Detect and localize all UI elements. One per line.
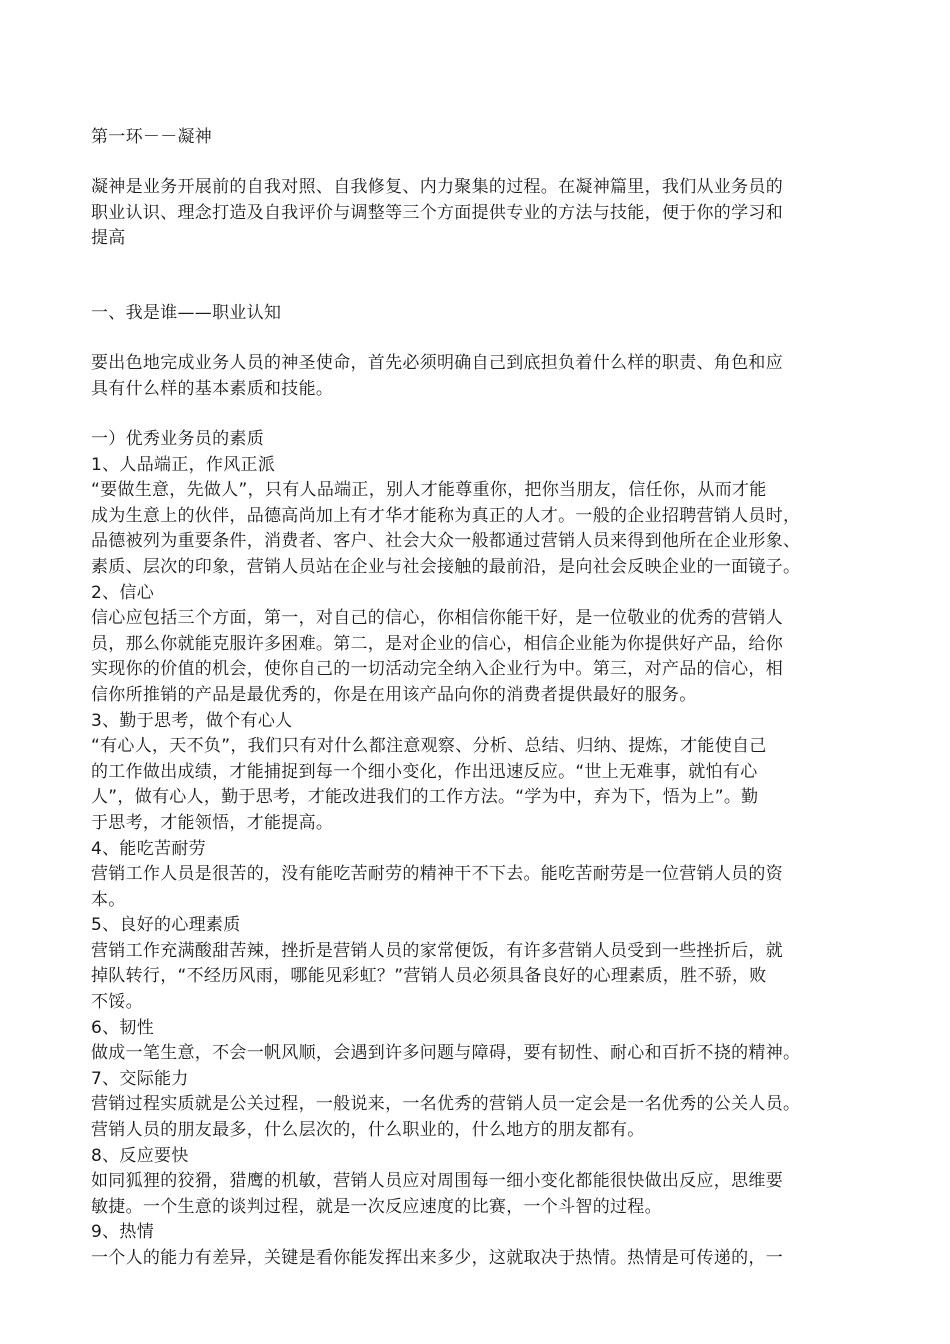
body-line: 9、热情 xyxy=(91,1222,155,1243)
section1-heading-block xyxy=(91,301,863,327)
body-line: 本。 xyxy=(91,889,126,910)
body-line: 营销人员的朋友最多，什么层次的，什么职业的，什么地方的朋友都有。 xyxy=(91,1120,645,1141)
chapter-title-block xyxy=(91,125,863,151)
section1-intro-paragraph xyxy=(91,351,863,402)
body-line: 营销工作人员是很苦的，没有能吃苦耐劳的精神干不下去。能吃苦耐劳是一位营销人员的资 xyxy=(91,864,783,885)
body-line: 人”，做有心人，勤于思考，才能改进我们的工作方法。“学为中，弃为下，悟为上”。勤 xyxy=(91,787,759,808)
subsection-heading: 一）优秀业务员的素质 xyxy=(91,429,264,449)
body-line: 不馁。 xyxy=(91,992,143,1013)
body-line: 1、人品端正，作风正派 xyxy=(91,454,276,475)
section1-intro-line: 具有什么样的基本素质和技能。 xyxy=(91,378,334,399)
intro-line: 职业认识、理念打造及自我评价与调整等三个方面提供专业的方法与技能，便于你的学习和 xyxy=(91,202,783,223)
body-line: 4、能吃苦耐劳 xyxy=(91,838,206,859)
body-line: 信你所推销的产品是最优秀的，你是在用该产品向你的消费者提供最好的服务。 xyxy=(91,684,697,705)
body-line: 5、良好的心理素质 xyxy=(91,915,241,936)
body-line: 员，那么你就能克服许多困难。第二，是对企业的信心，相信企业能为你提供好产品，给你 xyxy=(91,633,783,654)
body-line: 的工作做出成绩，才能捕捉到每一个细小变化，作出迅速反应。“世上无难事，就怕有心 xyxy=(91,761,758,782)
body-line: 品德被列为重要条件，消费者、客户、社会大众一般都通过营销人员来得到他所在企业形象、 xyxy=(91,531,801,552)
body-line: 3、勤于思考，做个有心人 xyxy=(91,710,293,731)
body-line: 营销工作充满酸甜苦辣，挫折是营销人员的家常便饭，有许多营销人员受到一些挫折后，就 xyxy=(91,940,783,961)
body-line: 一个人的能力有差异，关键是看你能发挥出来多少，这就取决于热情。热情是可传递的，一 xyxy=(91,1248,783,1268)
body-line: “有心人，天不负”，我们只有对什么都注意观察、分析、总结、归纳、提炼，才能使自己 xyxy=(91,736,767,757)
body-line: 素质、层次的印象，营销人员站在企业与社会接触的最前沿，是向社会反映企业的一面镜子。 xyxy=(91,556,801,577)
chapter-title: 第一环－－凝神 xyxy=(91,127,213,147)
intro-line: 提高 xyxy=(91,228,126,249)
document-body xyxy=(91,0,863,1344)
section-heading: 一、我是谁——职业认知 xyxy=(91,303,282,323)
body-line: 于思考，才能领悟，才能提高。 xyxy=(91,812,334,833)
body-line: 做成一笔生意，不会一帆风顺，会遇到许多问题与障碍，要有韧性、耐心和百折不挠的精神。 xyxy=(91,1043,801,1064)
body-line: 成为生意上的伙伴，品德高尚加上有才华才能称为真正的人才。一般的企业招聘营销人员时， xyxy=(91,505,801,526)
body-line: 8、反应要快 xyxy=(91,1145,189,1166)
body-line: 2、信心 xyxy=(91,582,155,603)
intro-paragraph xyxy=(91,175,863,252)
body-line: 如同狐狸的狡猾，猎鹰的机敏，营销人员应对周围每一细小变化都能很快做出反应，思维要 xyxy=(91,1171,783,1192)
intro-line: 凝神是业务开展前的自我对照、自我修复、内力聚集的过程。在凝神篇里，我们从业务员的 xyxy=(91,177,783,197)
section1-intro-line: 要出色地完成业务人员的神圣使命，首先必须明确自己到底担负着什么样的职责、角色和应 xyxy=(91,353,783,373)
body-line: 掉队转行，“不经历风雨，哪能见彩虹？”营销人员必须具备良好的心理素质，胜不骄，败 xyxy=(91,966,767,987)
body-line: 信心应包括三个方面，第一，对自己的信心，你相信你能干好，是一位敬业的优秀的营销人 xyxy=(91,608,783,629)
body-line: 敏捷。一个生意的谈判过程，就是一次反应速度的比赛，一个斗智的过程。 xyxy=(91,1196,662,1217)
body-line: 6、韧性 xyxy=(91,1017,155,1038)
body-line: 7、交际能力 xyxy=(91,1068,189,1089)
body-line: “要做生意，先做人”，只有人品端正，别人才能尊重你，把你当朋友，信任你，从而才能 xyxy=(91,480,767,501)
qualities-section xyxy=(91,427,863,1272)
body-line: 营销过程实质就是公关过程，一般说来，一名优秀的营销人员一定会是一名优秀的公关人员。 xyxy=(91,1094,801,1115)
body-line: 实现你的价值的机会，使你自己的一切活动完全纳入企业行为中。第三，对产品的信心，相 xyxy=(91,659,783,680)
